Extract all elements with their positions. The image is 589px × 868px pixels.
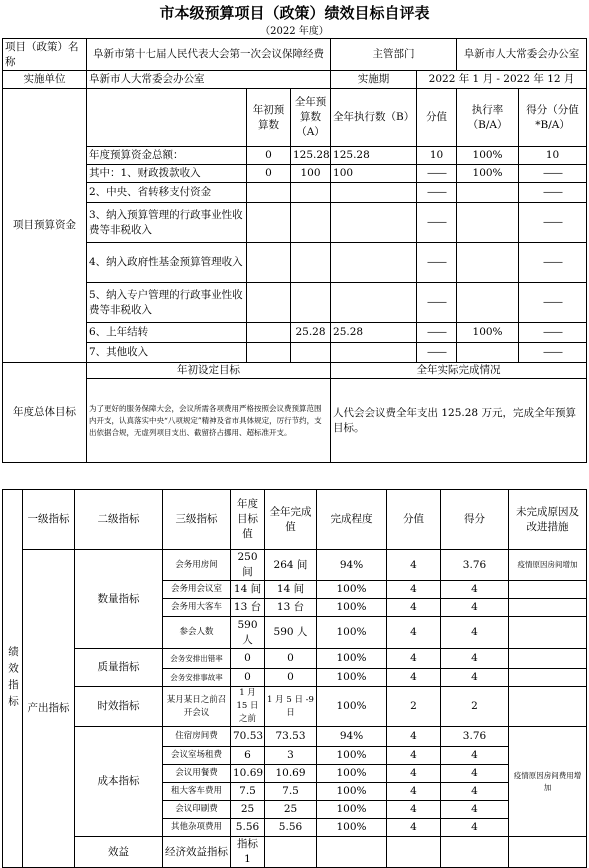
budget-initial [247, 283, 291, 323]
indicator-name: 其他杂项费用 [163, 819, 231, 837]
goals-row [3, 379, 587, 463]
indicator-got [509, 837, 587, 868]
page-title: 市本级预算项目（政策）绩效目标自评表 [159, 4, 430, 22]
goals-actual-text: 人代会会议费全年支出 125.28 万元，完成全年预算目标。 [331, 379, 587, 463]
budget-executed [331, 243, 417, 283]
budget-table [2, 38, 587, 463]
budget-score: 10 [417, 147, 457, 165]
indicator-done: 0 [265, 649, 317, 669]
goals-initial-header: 年初设定目标 [87, 363, 331, 379]
budget-header-annual: 全年预算数（A） [291, 89, 331, 147]
level1-benefit: 效益 [75, 837, 163, 868]
budget-annual [291, 283, 331, 323]
period-label: 实施期 [331, 71, 417, 89]
indicator-done: 14 间 [265, 581, 317, 599]
indicator-degree: 100% [317, 687, 387, 727]
indicator-degree: 100% [317, 765, 387, 783]
perf-row [3, 550, 587, 581]
indicator-degree: 94% [317, 727, 387, 747]
indicator-target: 70.53 [231, 727, 265, 747]
budget-initial: 0 [247, 147, 291, 165]
indicator-done: 10.69 [265, 765, 317, 783]
indicator-name: 会务用会议室 [163, 581, 231, 599]
unit-value: 阜新市人大常委会办公室 [87, 71, 331, 89]
budget-executed [331, 283, 417, 323]
indicator-done: 7.5 [265, 783, 317, 801]
perf-row [3, 687, 587, 727]
level2-time: 时效指标 [75, 687, 163, 727]
indicator-done: 590 人 [265, 617, 317, 649]
budget-got: —— [519, 165, 587, 183]
indicator-done: 25 [265, 801, 317, 819]
dept-value: 阜新市人大常委会办公室 [457, 39, 587, 71]
indicator-score: 2 [387, 687, 441, 727]
indicator-degree: 100% [317, 801, 387, 819]
indicator-got: 3.76 [441, 727, 509, 747]
budget-score: —— [417, 323, 457, 343]
budget-header-blank [87, 89, 247, 147]
indicator-reason [509, 599, 587, 617]
budget-annual [291, 243, 331, 283]
indicator-name: 参会人数 [163, 617, 231, 649]
indicator-got: 4 [441, 599, 509, 617]
indicator-got: 4 [441, 765, 509, 783]
perf-header-row [3, 490, 587, 550]
budget-got: —— [519, 183, 587, 203]
budget-label: 3、纳入预算管理的行政事业性收费等非税收入 [87, 203, 247, 243]
budget-header-row [3, 89, 587, 147]
indicator-done: 5.56 [265, 819, 317, 837]
budget-row [3, 165, 587, 183]
indicator-target [265, 837, 317, 868]
budget-annual [291, 343, 331, 363]
budget-initial [247, 343, 291, 363]
indicator-got: 3.76 [441, 550, 509, 581]
indicator-done: 3 [265, 747, 317, 765]
budget-annual [291, 183, 331, 203]
budget-label: 4、纳入政府性基金预算管理收入 [87, 243, 247, 283]
perf-row [3, 727, 587, 747]
level2-quality: 质量指标 [75, 649, 163, 687]
indicator-target: 10.69 [231, 765, 265, 783]
budget-annual: 125.28 [291, 147, 331, 165]
indicator-target: 0 [231, 669, 265, 687]
perf-header-got: 得分 [441, 490, 509, 550]
indicator-done: 0 [265, 669, 317, 687]
indicator-name: 住宿房间费 [163, 727, 231, 747]
budget-row [3, 203, 587, 243]
indicator-name: 会务安排出错率 [163, 649, 231, 669]
indicator-reason [509, 617, 587, 649]
indicator-score: 4 [387, 727, 441, 747]
perf-header-level1: 一级指标 [23, 490, 75, 550]
budget-score: —— [417, 243, 457, 283]
indicator-target: 13 台 [231, 599, 265, 617]
indicator-reason [509, 669, 587, 687]
indicator-reason [509, 649, 587, 669]
project-label: 项目（政策）名称 [3, 39, 87, 71]
indicator-score [441, 837, 509, 868]
level2-economic: 经济效益指标 [163, 837, 231, 868]
budget-got: —— [519, 243, 587, 283]
indicator-target: 25 [231, 801, 265, 819]
indicator-name: 会务用大客车 [163, 599, 231, 617]
perf-header-level3: 三级指标 [163, 490, 231, 550]
perf-header-target: 年度目标值 [231, 490, 265, 550]
budget-label: 6、上年结转 [87, 323, 247, 343]
project-name: 阜新市第十七届人民代表大会第一次会议保障经费 [87, 39, 331, 71]
budget-rate [457, 203, 519, 243]
indicator-done: 1 月 5 日 -9 日 [265, 687, 317, 727]
indicator-got: 2 [441, 687, 509, 727]
budget-header-initial: 年初预算数 [247, 89, 291, 147]
indicator-done: 13 台 [265, 599, 317, 617]
unit-label: 实施单位 [3, 71, 87, 89]
indicator-name: 会议印刷费 [163, 801, 231, 819]
indicator-got: 4 [441, 649, 509, 669]
budget-header-got: 得分（分值*B/A） [519, 89, 587, 147]
budget-executed: 125.28 [331, 147, 417, 165]
dept-label: 主管部门 [331, 39, 457, 71]
budget-rate [457, 243, 519, 283]
budget-header-executed: 全年执行数（B） [331, 89, 417, 147]
budget-initial [247, 183, 291, 203]
indicator-score: 4 [387, 550, 441, 581]
budget-score: —— [417, 165, 457, 183]
level1-output: 产出指标 [23, 550, 75, 868]
indicator-reason [509, 687, 587, 727]
indicator-name: 会议室场租费 [163, 747, 231, 765]
budget-score: —— [417, 343, 457, 363]
budget-initial [247, 243, 291, 283]
indicator-target: 6 [231, 747, 265, 765]
indicator-target: 1 月 15 日之前 [231, 687, 265, 727]
perf-header-reason: 未完成原因及改进措施 [509, 490, 587, 550]
indicator-degree: 100% [317, 747, 387, 765]
indicator-degree [387, 837, 441, 868]
indicator-degree: 100% [317, 599, 387, 617]
indicator-degree: 100% [317, 649, 387, 669]
indicator-score: 4 [387, 801, 441, 819]
indicator-degree: 100% [317, 617, 387, 649]
indicator-got: 4 [441, 747, 509, 765]
indicator-got: 4 [441, 669, 509, 687]
budget-annual: 100 [291, 165, 331, 183]
budget-label: 其中：1、财政拨款收入 [87, 165, 247, 183]
perf-row [3, 649, 587, 669]
indicator-done: 264 间 [265, 550, 317, 581]
unit-row [3, 71, 587, 89]
budget-rate: 100% [457, 165, 519, 183]
indicator-got: 4 [441, 783, 509, 801]
indicator-score: 4 [387, 581, 441, 599]
budget-label: 7、其他收入 [87, 343, 247, 363]
budget-label: 年度预算资金总额： [87, 147, 247, 165]
budget-row [3, 283, 587, 323]
perf-header-done: 全年完成值 [265, 490, 317, 550]
budget-score: —— [417, 203, 457, 243]
indicator-score: 4 [387, 617, 441, 649]
indicator-score: 4 [387, 783, 441, 801]
budget-score: —— [417, 283, 457, 323]
budget-initial [247, 323, 291, 343]
level2-cost: 成本指标 [75, 727, 163, 837]
perf-header-degree: 完成程度 [317, 490, 387, 550]
budget-row [3, 323, 587, 343]
indicator-score: 4 [387, 599, 441, 617]
indicator-target: 14 间 [231, 581, 265, 599]
indicator-degree: 100% [317, 819, 387, 837]
budget-got: —— [519, 203, 587, 243]
budget-rate [457, 283, 519, 323]
budget-initial [247, 203, 291, 243]
budget-executed [331, 203, 417, 243]
indicator-done: 73.53 [265, 727, 317, 747]
budget-row [3, 147, 587, 165]
budget-rate: 100% [457, 323, 519, 343]
indicator-name: 会务安排事故率 [163, 669, 231, 687]
indicator-score: 4 [387, 747, 441, 765]
indicator-target: 5.56 [231, 819, 265, 837]
level2-quantity: 数量指标 [75, 550, 163, 649]
indicator-reason: 疫情原因房间费用增加 [509, 727, 587, 837]
budget-rate [457, 183, 519, 203]
indicator-name: 租大客车费用 [163, 783, 231, 801]
goals-initial-text: 为了更好的服务保障大会，会议所需各项费用严格按照会议费预算范围内开支，认真落实中央“八项规定”精神及省市具体规定，厉行节约，支出依据合规，无虚列项目支出、截留挤占挪用、超标准开支。 [87, 379, 331, 463]
indicator-got: 4 [441, 581, 509, 599]
indicator-name: 会务用房间 [163, 550, 231, 581]
goals-actual-header: 全年实际完成情况 [331, 363, 587, 379]
budget-executed: 25.28 [331, 323, 417, 343]
indicator-got: 4 [441, 617, 509, 649]
budget-row [3, 243, 587, 283]
indicator-target: 7.5 [231, 783, 265, 801]
perf-header-score: 分值 [387, 490, 441, 550]
period-value: 2022 年 1 月 - 2022 年 12 月 [417, 71, 587, 89]
goals-header-row [3, 363, 587, 379]
performance-table [2, 489, 587, 868]
goals-section-label: 年度总体目标 [3, 363, 87, 463]
indicator-degree: 100% [317, 581, 387, 599]
budget-rate [457, 343, 519, 363]
indicator-score: 4 [387, 649, 441, 669]
year-label: （2022 年度） [260, 26, 329, 37]
perf-header-level2: 二级指标 [75, 490, 163, 550]
indicator-done [317, 837, 387, 868]
budget-header-score: 分值 [417, 89, 457, 147]
budget-annual: 25.28 [291, 323, 331, 343]
perf-row [3, 837, 587, 868]
budget-score: —— [417, 183, 457, 203]
budget-row [3, 183, 587, 203]
indicator-score: 4 [387, 819, 441, 837]
budget-got: 10 [519, 147, 587, 165]
indicator-target: 250 间 [231, 550, 265, 581]
indicator-got: 4 [441, 801, 509, 819]
budget-annual [291, 203, 331, 243]
budget-section-label: 项目预算资金 [3, 89, 87, 363]
budget-label: 5、纳入专户管理的行政事业性收费等非税收入 [87, 283, 247, 323]
indicator-got: 4 [441, 819, 509, 837]
budget-rate: 100% [457, 147, 519, 165]
indicator-degree: 100% [317, 783, 387, 801]
budget-executed: 100 [331, 165, 417, 183]
indicator-reason: 疫情原因房间增加 [509, 550, 587, 581]
budget-row [3, 343, 587, 363]
indicator-name: 指标 1 [231, 837, 265, 868]
budget-executed [331, 183, 417, 203]
indicator-name: 某月某日之前召开会议 [163, 687, 231, 727]
indicator-reason [509, 581, 587, 599]
indicator-score: 4 [387, 765, 441, 783]
budget-got: —— [519, 283, 587, 323]
perf-section-label: 绩效指标 [3, 490, 23, 868]
indicator-target: 0 [231, 649, 265, 669]
budget-label: 2、中央、省转移支付资金 [87, 183, 247, 203]
budget-got: —— [519, 323, 587, 343]
budget-initial: 0 [247, 165, 291, 183]
budget-executed [331, 343, 417, 363]
indicator-name: 会议用餐费 [163, 765, 231, 783]
project-row [3, 39, 587, 71]
budget-got: —— [519, 343, 587, 363]
budget-header-rate: 执行率（B/A） [457, 89, 519, 147]
indicator-target: 590 人 [231, 617, 265, 649]
indicator-degree: 94% [317, 550, 387, 581]
indicator-degree: 100% [317, 669, 387, 687]
indicator-score: 4 [387, 669, 441, 687]
